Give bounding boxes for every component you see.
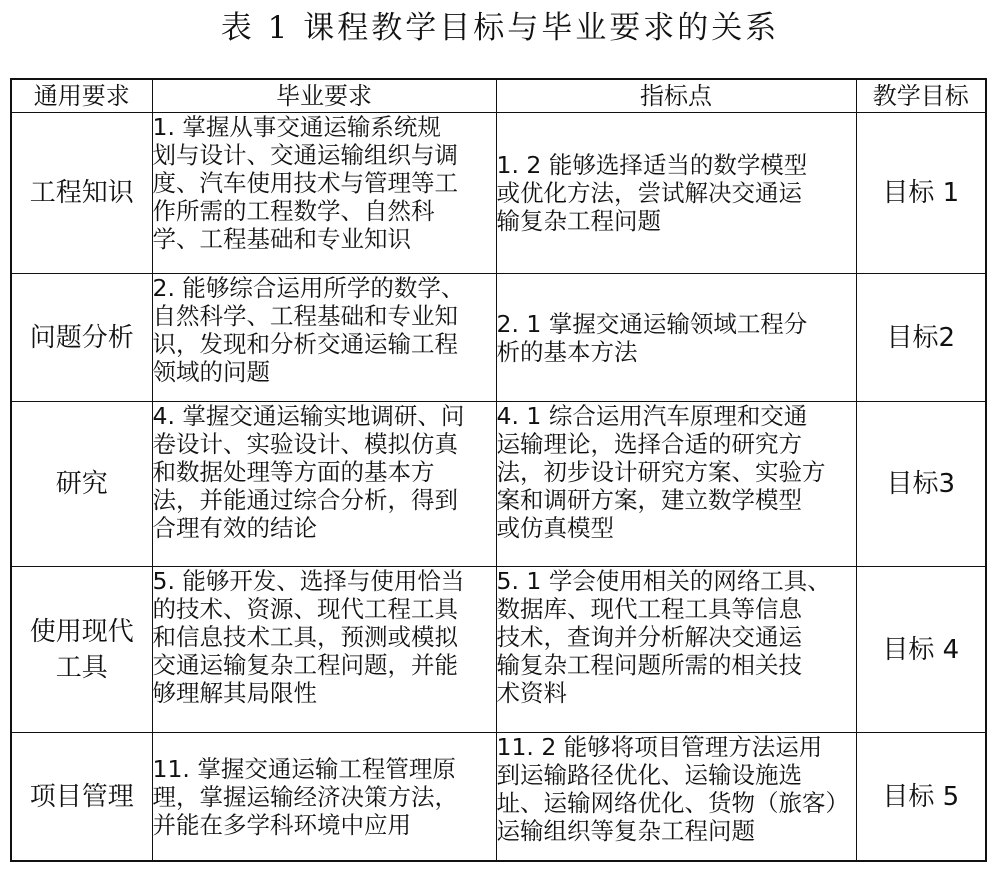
table-row [11,274,986,402]
requirement-line: 并能在多学科环境中应用 [152,810,411,839]
indicator-line: 输复杂工程问题 [496,207,661,235]
category-line: 工具 [55,652,108,683]
indicator-cell [496,733,856,862]
table-row [11,733,986,862]
requirement-line: 合理有效的结论 [152,514,317,542]
indicator-line: 到运输路径优化、运输设施选 [496,761,802,789]
indicator-line: 输复杂工程问题所需的相关技 [496,651,802,679]
requirement-line: 的技术、资源、现代工程工具 [152,595,458,623]
requirement-cell [152,402,496,567]
requirement-line: 识，发现和分析交通运输工程 [152,330,458,358]
category-cell: 项目管理 [11,733,152,862]
goal-cell: 目标 5 [856,733,986,862]
requirement-line: 2. 能够综合运用所学的数学、 [152,274,465,302]
header-teaching-goal: 教学目标 [856,79,986,113]
indicator-line: 或优化方法，尝试解决交通运 [496,179,802,207]
goal-cell: 目标3 [856,402,986,567]
requirement-line: 卷设计、实验设计、模拟仿真 [152,430,458,458]
header-row [11,79,986,113]
indicator-line: 运输组织等复杂工程问题 [496,817,755,845]
table-caption: 表 1 课程教学目标与毕业要求的关系 [220,10,780,46]
relation-table [10,78,987,862]
requirement-cell [152,113,496,274]
indicator-line: 术资料 [496,679,567,707]
requirement-line: 理，掌握运输经济决策方法， [152,782,458,811]
header-general-requirement: 通用要求 [11,79,152,113]
indicator-cell [496,402,856,567]
requirement-line: 和信息技术工具，预测或模拟 [152,623,458,651]
table-row [11,402,986,567]
requirement-cell [152,274,496,402]
goal-cell: 目标 1 [856,113,986,274]
goal-cell: 目标2 [856,274,986,402]
requirement-cell [152,567,496,733]
indicator-line: 5. 1 学会使用相关的网络工具、 [496,567,831,595]
indicator-line: 1. 2 能够选择适当的数学模型 [496,151,808,179]
indicator-line: 数据库、现代工程工具等信息 [496,595,802,623]
requirement-line: 学、工程基础和专业知识 [152,225,411,253]
indicator-line: 或仿真模型 [496,514,614,542]
requirement-line: 自然科学、工程基础和专业知 [152,302,458,330]
requirement-line: 4. 掌握交通运输实地调研、问 [152,402,465,430]
indicator-cell [496,113,856,274]
indicator-line: 案和调研方案，建立数学模型 [496,486,802,514]
indicator-line: 址、运输网络优化、货物（旅客） [496,789,849,817]
goal-cell: 目标 4 [856,567,986,733]
indicator-cell [496,274,856,402]
table-row [11,113,986,274]
requirement-line: 划与设计、交通运输组织与调 [152,141,458,169]
indicator-line: 11. 2 能够将项目管理方法运用 [496,733,823,761]
requirement-line: 够理解其局限性 [152,679,317,707]
indicator-cell [496,567,856,733]
header-graduation-requirement: 毕业要求 [152,79,496,113]
requirement-line: 和数据处理等方面的基本方 [152,458,435,486]
header-indicator: 指标点 [496,79,856,113]
indicator-line: 2. 1 掌握交通运输领域工程分 [496,309,808,338]
indicator-line: 4. 1 综合运用汽车原理和交通 [496,402,808,430]
requirement-line: 作所需的工程数学、自然科 [152,197,435,225]
indicator-line: 法，初步设计研究方案、实验方 [496,458,826,486]
category-line: 使用现代 [29,616,134,647]
indicator-line: 技术，查询并分析解决交通运 [496,623,802,651]
table-row [11,567,986,733]
requirement-line: 领域的问题 [152,358,270,386]
indicator-line: 运输理论，选择合适的研究方 [496,430,802,458]
requirement-line: 1. 掌握从事交通运输系统规 [152,113,441,141]
requirement-cell [152,733,496,862]
requirement-line: 度、汽车使用技术与管理等工 [152,169,458,197]
category-cell: 研究 [11,402,152,567]
category-cell: 工程知识 [11,113,152,274]
requirement-line: 11. 掌握交通运输工程管理原 [152,754,456,783]
category-cell: 问题分析 [11,274,152,402]
requirement-line: 5. 能够开发、选择与使用恰当 [152,567,465,595]
category-cell [11,567,152,733]
requirement-line: 法，并能通过综合分析，得到 [152,486,458,514]
requirement-line: 交通运输复杂工程问题，并能 [152,651,458,679]
indicator-line: 析的基本方法 [496,337,638,366]
